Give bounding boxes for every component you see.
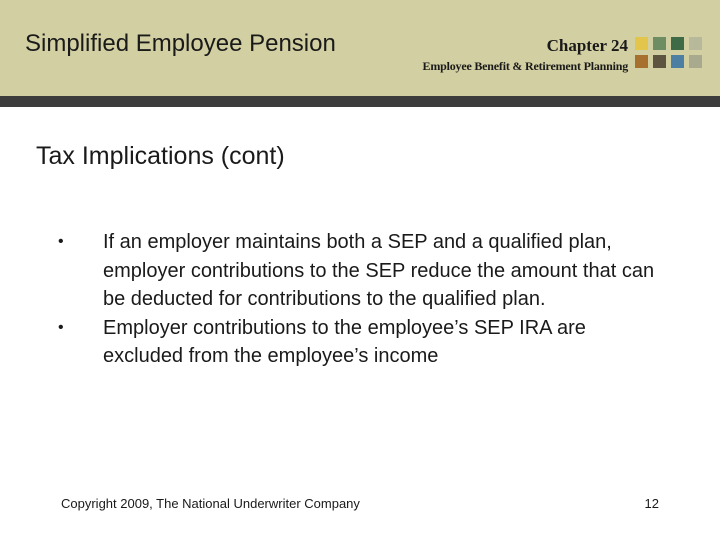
deck-title: Simplified Employee Pension bbox=[25, 30, 336, 57]
bullet-text: If an employer maintains both a SEP and a qualified plan, employer contributions to the SEP reduce the amount that can be deducted for contributions to the qualified plan. bbox=[103, 231, 655, 310]
decorative-squares bbox=[635, 37, 702, 68]
bullet-glyph: • bbox=[58, 233, 64, 250]
bullet-item bbox=[58, 228, 668, 314]
slide-title: Tax Implications (cont) bbox=[36, 142, 285, 170]
decor-square bbox=[653, 55, 666, 68]
header-band bbox=[0, 0, 720, 96]
book-title: Employee Benefit & Retirement Planning bbox=[422, 59, 628, 73]
header-divider-bar bbox=[0, 96, 720, 107]
chapter-label: Chapter 24 bbox=[546, 36, 628, 55]
decor-square bbox=[635, 37, 648, 50]
bullet-list bbox=[58, 228, 668, 371]
decor-square bbox=[689, 37, 702, 50]
bullet-item bbox=[58, 314, 668, 371]
decor-square bbox=[635, 55, 648, 68]
bullet-glyph: • bbox=[58, 318, 64, 336]
page-number: 12 bbox=[644, 496, 659, 511]
bullet-text: Employer contributions to the employee’s SEP IRA are excluded from the employee’s income bbox=[103, 316, 586, 367]
copyright-notice: Copyright 2009, The National Underwriter Company bbox=[61, 496, 360, 511]
decor-square bbox=[671, 55, 684, 68]
decor-square bbox=[671, 37, 684, 50]
decor-square bbox=[689, 55, 702, 68]
decor-square bbox=[653, 37, 666, 50]
